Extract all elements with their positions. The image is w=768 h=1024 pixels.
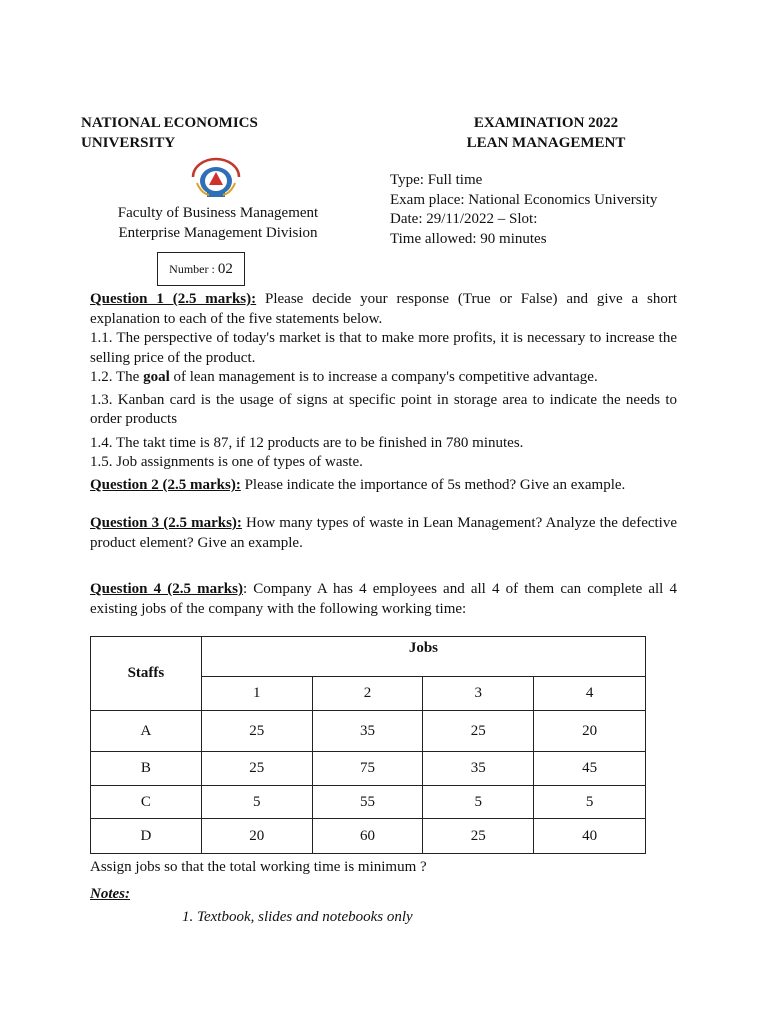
staff-cell: D [91,819,202,854]
statement-1-5: 1.5. Job assignments is one of types of waste. [90,454,363,470]
question-1-heading: Question 1 (2.5 marks): [90,291,257,307]
time-cell: 20 [534,711,646,752]
jobs-time-table [90,636,646,854]
job-col-header: 3 [423,677,534,711]
time-cell: 20 [201,819,312,854]
statement-1-2: 1.2. The goal of lean management is to increase a company's competitive advantage. [90,369,598,385]
question-2: Question 2 (2.5 marks): Please indicate the importance of 5s method? Give an example. [90,477,626,493]
job-col-header: 4 [534,677,646,711]
university-logo [187,157,245,206]
time-cell: 35 [312,711,423,752]
job-col-header: 1 [201,677,312,711]
time-cell: 25 [201,711,312,752]
time-cell: 5 [534,786,646,819]
exam-info: Type: Full time Exam place: National Economics University Date: 29/11/2022 – Slot: Time allowed: 90 minutes [390,172,658,247]
table-row [91,711,646,752]
question-3: Question 3 (2.5 marks): How many types of waste in Lean Management? Analyze the defective product element? Give an example. [90,515,678,551]
time-cell: 45 [534,752,646,786]
time-cell: 25 [201,752,312,786]
assignment-instruction: Assign jobs so that the total working time is minimum ? [90,859,427,875]
notes-heading: Notes: [90,886,130,902]
time-cell: 25 [423,819,534,854]
table-row [91,786,646,819]
staff-cell: B [91,752,202,786]
seal-icon [187,157,245,201]
table-row [91,752,646,786]
exam-number-box: Number : 02 [157,252,245,286]
time-cell: 25 [423,711,534,752]
question-4: Question 4 (2.5 marks): Company A has 4 employees and all 4 of them can complete all 4 existing jobs of the company with the following working time: [90,581,677,617]
question-1: Question 1 (2.5 marks): Please decide your response (True or False) and give a short explanation to each of the five statements below. 1.1. The perspective of today's market is that to make more profits, it is necessary to increase the selling price of the product. 1.2. The goal of lean management is to increase a company's competitive advantage. 1.3. Kanban card is the usage of signs at specific point in storage area to indicate the needs to order products 1.4. The takt time is 87, if 12 products are to be finished in 780 minutes. 1.5. Job assignments is one of types of waste. [90,290,677,473]
university-name: NATIONAL ECONOMICS UNIVERSITY [81,115,258,151]
notes-item-1: 1. Textbook, slides and notebooks only [182,909,413,925]
staff-cell: C [91,786,202,819]
statement-1-1: 1.1. The perspective of today's market is that to make more profits, it is necessary to increase the selling price of the product. [90,330,677,366]
time-cell: 75 [312,752,423,786]
time-cell: 5 [423,786,534,819]
statement-1-4: 1.4. The takt time is 87, if 12 products are to be finished in 780 minutes. [90,434,524,451]
jobs-header: Jobs [201,637,645,677]
question-3-heading: Question 3 (2.5 marks): [90,515,242,531]
statement-1-3: 1.3. Kanban card is the usage of signs at specific point in storage area to indicate the needs to order products [90,391,677,427]
job-col-header: 2 [312,677,423,711]
time-cell: 60 [312,819,423,854]
exam-title: EXAMINATION 2022 LEAN MANAGEMENT [466,115,626,151]
table-row [91,819,646,854]
question-2-heading: Question 2 (2.5 marks): [90,477,241,493]
staff-header: Staffs [91,637,202,711]
time-cell: 35 [423,752,534,786]
faculty-block: Faculty of Business Management Enterprise Management Division [117,205,319,241]
time-cell: 40 [534,819,646,854]
staff-cell: A [91,711,202,752]
time-cell: 55 [312,786,423,819]
question-4-heading: Question 4 (2.5 marks) [90,581,243,597]
time-cell: 5 [201,786,312,819]
